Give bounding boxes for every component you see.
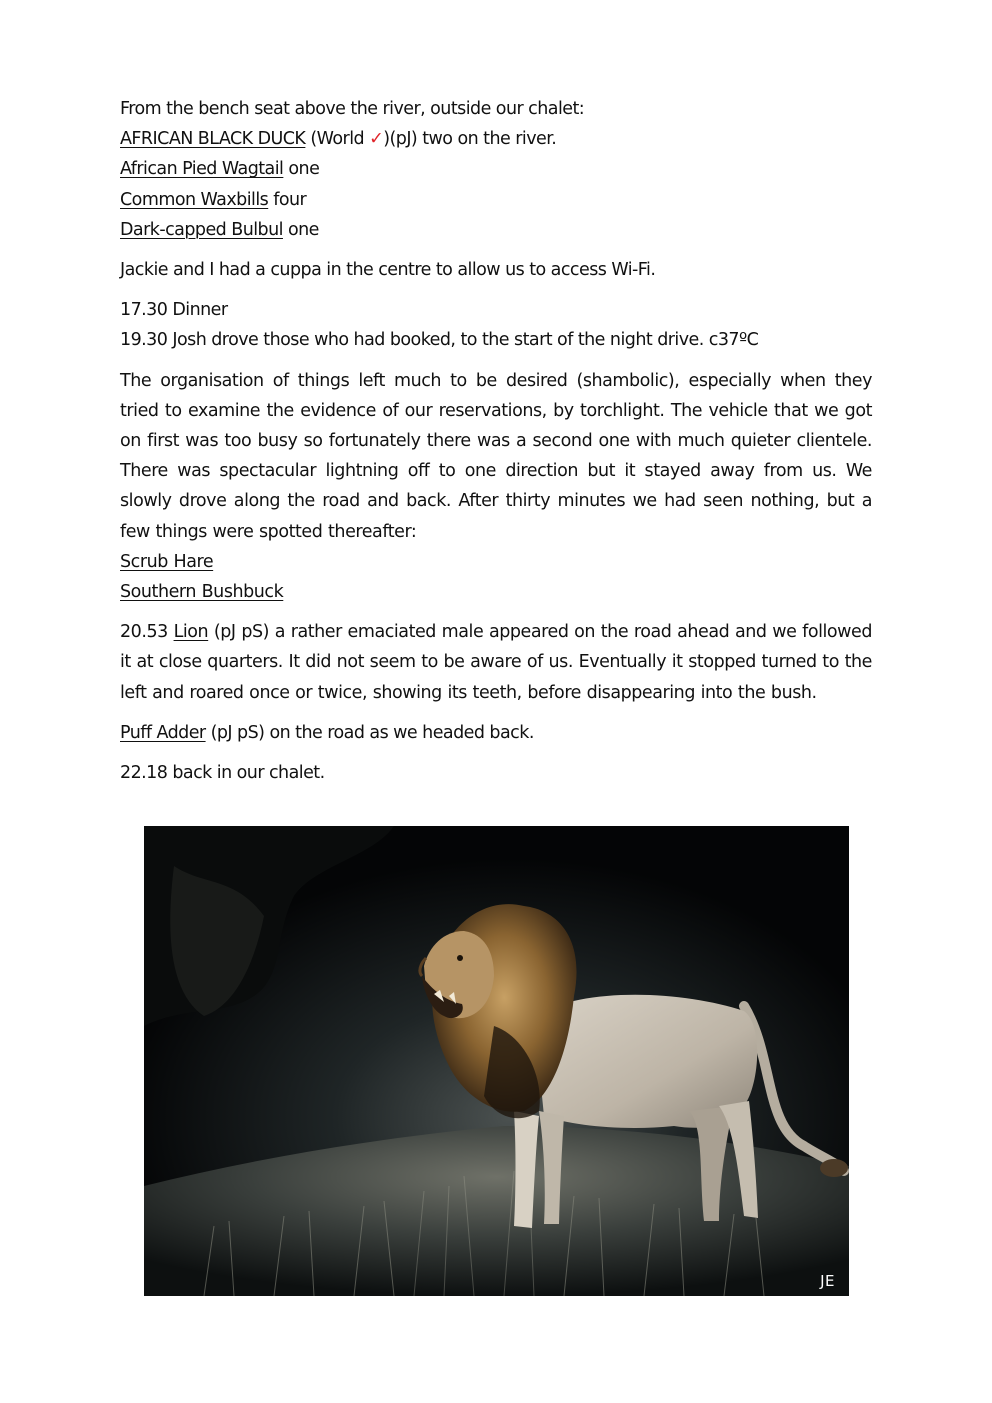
puff-adder-paragraph: Puff Adder (pJ pS) on the road as we headed back. xyxy=(120,722,534,743)
organisation-paragraph: The organisation of things left much to be desired (shambolic), especially when they tried to examine the evidence of our reservations, by torchlight. The vehicle that we got on first was too busy so fortunately there was a second one with much quieter clientele. There was spectacular lightning off to one direction but it stayed away from us. We slowly drove along the road and back. After thirty minutes we had seen nothing, but a few things were spotted thereafter: Scrub Hare Southern Bushbuck xyxy=(120,366,872,608)
sighting-southern-bushbuck xyxy=(120,577,872,607)
photo-credit: JE xyxy=(820,1272,835,1290)
species-name: Dark-capped Bulbul xyxy=(120,219,283,240)
sighting-african-pied-wagtail: African Pied Wagtail one xyxy=(120,159,320,180)
document-body xyxy=(120,94,872,798)
night-drive-line: 19.30 Josh drove those who had booked, to the start of the night drive. c37ºC xyxy=(120,330,759,351)
lion-photo-illustration xyxy=(144,826,849,1296)
sighting-dark-capped-bulbul: Dark-capped Bulbul one xyxy=(120,219,319,240)
river-sightings xyxy=(120,94,872,245)
species-name: AFRICAN BLACK DUCK xyxy=(120,129,306,150)
sighting-african-black-duck: AFRICAN BLACK DUCK (World ✓)(pJ) two on the river. xyxy=(120,129,557,150)
lion-photo xyxy=(144,826,849,1296)
sighting-scrub-hare xyxy=(120,547,872,577)
intro-line: From the bench seat above the river, outside our chalet: xyxy=(120,99,585,119)
species-name: Puff Adder xyxy=(120,722,206,743)
species-name: Common Waxbills xyxy=(120,189,269,210)
lion-paragraph: 20.53 Lion (pJ pS) a rather emaciated male appeared on the road ahead and we followed it at close quarters. It did not seem to be aware of us. Eventually it stopped turned to the left and roared once or twice, showing its teeth, before disappearing into the bush. xyxy=(120,622,872,703)
check-icon: ✓ xyxy=(369,129,384,150)
species-name: Lion xyxy=(173,622,209,643)
back-paragraph: 22.18 back in our chalet. xyxy=(120,763,325,784)
cuppa-paragraph: Jackie and I had a cuppa in the centre to allow us to access Wi-Fi. xyxy=(120,260,656,281)
lion-time: 20.53 xyxy=(120,622,174,643)
evening-times xyxy=(120,295,872,355)
species-name: Southern Bushbuck xyxy=(120,582,284,603)
dinner-line: 17.30 Dinner xyxy=(120,300,228,321)
species-name: African Pied Wagtail xyxy=(120,159,284,180)
sighting-common-waxbills: Common Waxbills four xyxy=(120,189,307,210)
species-name: Scrub Hare xyxy=(120,551,214,572)
